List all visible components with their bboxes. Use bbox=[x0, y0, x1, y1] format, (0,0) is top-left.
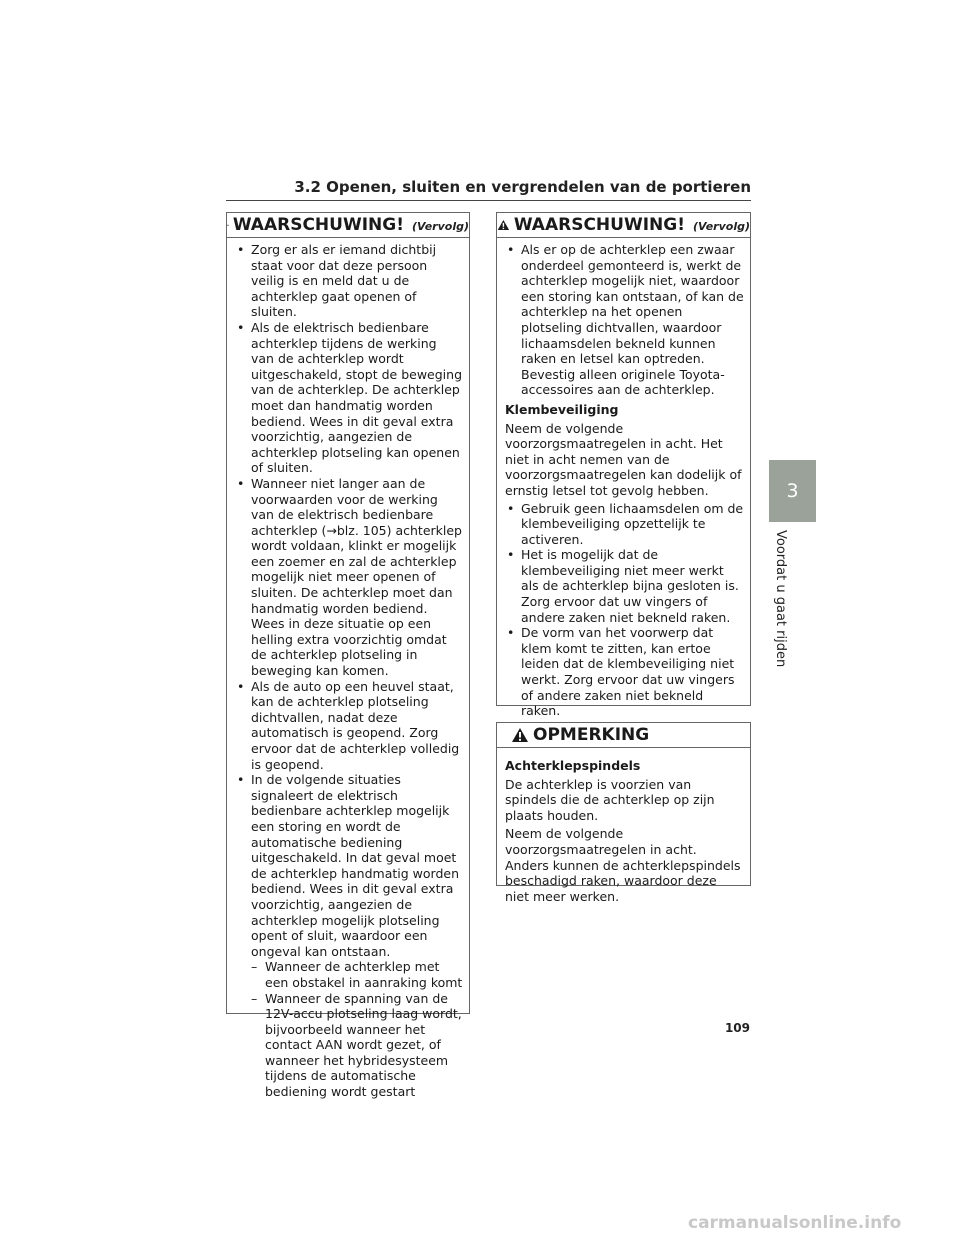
continued-label: (Vervolg) bbox=[692, 220, 750, 233]
section-header: 3.2 Openen, sluiten en vergrendelen van de portieren bbox=[294, 178, 751, 196]
list-item: • Zorg er als er iemand dichtbij staat voor dat deze persoon veilig is en meld dat u de achterklep gaat openen of sluiten. bbox=[237, 242, 437, 320]
warning-icon bbox=[497, 217, 510, 233]
watermark: carmanualsonline.info bbox=[688, 1213, 902, 1233]
warning-box-header bbox=[227, 213, 469, 238]
sub-list-item: – Wanneer de spanning van de 12V-accu plotseling laag wordt, bijvoorbeeld wanneer het contact AAN wordt gezet, of wanneer het hybridesysteem tijdens de automatische bediening wordt gestart bbox=[251, 990, 462, 1100]
note-box-header bbox=[497, 723, 750, 748]
warning-body bbox=[227, 238, 469, 1100]
continued-label: (Vervolg) bbox=[411, 220, 469, 233]
list-item: • Als de auto op een heuvel staat, kan de achterklep plotseling dichtvallen, nadat deze automatisch is geopend. Zorg ervoor dat de achterklep volledig is geopend. bbox=[237, 678, 460, 772]
warning-box-right bbox=[496, 212, 751, 719]
chapter-tab: 3 bbox=[769, 460, 816, 522]
paragraph: Neem de volgende voorzorgsmaatregelen in acht. Anders kunnen de achterklepspindels beschadigd raken, waardoor deze niet meer werken. bbox=[505, 826, 741, 904]
warning-title: WAARSCHUWING! bbox=[513, 215, 685, 235]
caution-icon bbox=[511, 727, 529, 743]
list-item: • In de volgende situaties signaleert de elektrisch bedienbare achterklep mogelijk een storing en wordt de automatische bediening uitgeschakeld. In dat geval moet de achterklep handmatig worden bediend. Wees in dit geval extra voorzichtig, aangezien de achterklep mogelijk plotseling opent of sluit, waardoor een ongeval kan ontstaan. – Wanneer de achterklep met een obstakel in aanraking komt – Wanneer de spanning van de 12V-accu plotseling laag wordt, bijvoorbeeld wanneer het contact AAN wordt gezet, of wanneer het hybridesysteem tijdens de automatische bediening wordt gestart bbox=[237, 772, 463, 1100]
page-number: 109 bbox=[724, 1021, 750, 1035]
warning-box-left bbox=[226, 212, 470, 1100]
paragraph: De achterklep is voorzien van spindels die de achterklep op zijn plaats houden. bbox=[505, 776, 715, 823]
warning-title: WAARSCHUWING! bbox=[232, 215, 404, 235]
sub-list-item: – Wanneer de achterklep met een obstakel in aanraking komt bbox=[251, 959, 463, 990]
list-item: • Als de elektrisch bedienbare achterklep tijdens de werking van de achterklep wordt uitgeschakeld, stopt de beweging van de achterklep. De achterklep moet dan handmatig worden bediend. Wees in dit geval extra voorzichtig, aangezien de achterklep plotseling kan openen of sluiten. bbox=[237, 319, 462, 476]
paragraph: Neem de volgende voorzorgsmaatregelen in acht. Het niet in acht nemen van de voorzorgsmaatregelen kan dodelijk of ernstig letsel tot gevolg hebben. bbox=[505, 420, 742, 498]
note-box bbox=[496, 722, 751, 904]
note-title: OPMERKING bbox=[533, 725, 650, 745]
list-item: • De vorm van het voorwerp dat klem komt te zitten, kan ertoe leiden dat de klembeveiliging niet werkt. Zorg ervoor dat uw vingers of andere zaken niet bekneld raken. bbox=[507, 625, 735, 719]
list-item: • Als er op de achterklep een zwaar onderdeel gemonteerd is, werkt de achterklep mogelijk niet, waardoor een storing kan ontstaan, of kan de achterklep na het openen plotseling dichtvallen, waardoor lichaamsdelen bekneld kunnen raken en letsel kan optreden. Bevestig alleen originele Toyota-accessoires aan de achterklep. bbox=[507, 242, 744, 398]
list-item: • Wanneer niet langer aan de voorwaarden voor de werking van de elektrisch bedienbare achterklep (→blz. 105) achterklep wordt voldaan, klinkt er mogelijk een zoemer en zal de achterklep mogelijk niet meer openen of sluiten. De achterklep moet dan handmatig worden bediend. Wees in deze situatie op een helling extra voorzichtig omdat de achterklep plotseling in beweging kan komen. bbox=[237, 475, 462, 679]
warning-box-header bbox=[497, 213, 750, 238]
warning-icon bbox=[227, 217, 229, 233]
list-item: • Het is mogelijk dat de klembeveiliging niet meer werkt als de achterklep bijna gesloten is. Zorg ervoor dat uw vingers of andere zaken niet bekneld raken. bbox=[507, 547, 739, 625]
subsection-title: Achterklepspindels bbox=[505, 758, 641, 773]
note-body bbox=[497, 748, 750, 904]
header-rule bbox=[226, 200, 751, 201]
subsection-title: Klembeveiliging bbox=[505, 401, 619, 417]
warning-body bbox=[497, 238, 750, 719]
chapter-label: Voordat u gaat rijden bbox=[773, 530, 788, 668]
list-item: • Gebruik geen lichaamsdelen om de klembeveiliging opzettelijk te activeren. bbox=[507, 500, 744, 547]
